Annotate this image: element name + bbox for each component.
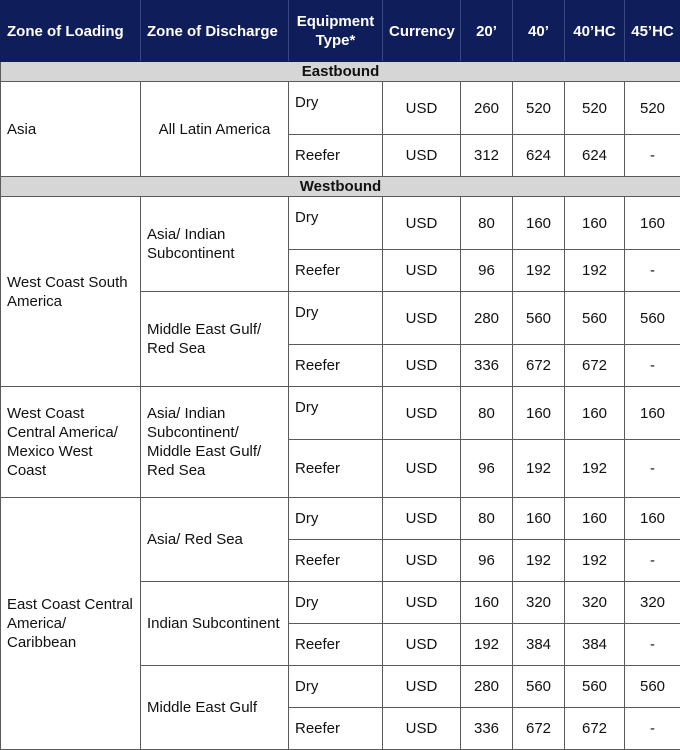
header-zone-of-loading: Zone of Loading: [1, 1, 141, 62]
rate-20-cell: 80: [461, 387, 513, 440]
rate-20-cell: 192: [461, 624, 513, 666]
rate-45hc-cell: -: [625, 708, 680, 750]
currency-cell: USD: [383, 197, 461, 250]
currency-cell: USD: [383, 387, 461, 440]
rate-45hc-cell: -: [625, 540, 680, 582]
header-zone-of-discharge: Zone of Discharge: [141, 1, 289, 62]
equipment-type-cell: Reefer: [289, 708, 383, 750]
rate-45hc-cell: -: [625, 250, 680, 292]
equipment-type-cell: Reefer: [289, 440, 383, 498]
currency-cell: USD: [383, 135, 461, 177]
section-row-eastbound: [1, 62, 680, 82]
rate-40hc-cell: 624: [565, 135, 625, 177]
equipment-type-cell: Reefer: [289, 135, 383, 177]
currency-cell: USD: [383, 250, 461, 292]
zone-of-discharge-cell: All Latin America: [141, 82, 289, 177]
header-20ft: 20’: [461, 1, 513, 62]
rate-40hc-cell: 384: [565, 624, 625, 666]
currency-cell: USD: [383, 498, 461, 540]
currency-cell: USD: [383, 440, 461, 498]
equipment-type-cell: Dry: [289, 197, 383, 250]
rate-20-cell: 280: [461, 292, 513, 345]
equipment-type-cell: Dry: [289, 292, 383, 345]
rate-45hc-cell: -: [625, 440, 680, 498]
currency-cell: USD: [383, 582, 461, 624]
rate-20-cell: 260: [461, 82, 513, 135]
header-45hc: 45’HC: [625, 1, 680, 62]
rate-40hc-cell: 520: [565, 82, 625, 135]
rate-40hc-cell: 560: [565, 666, 625, 708]
rate-45hc-cell: -: [625, 345, 680, 387]
rate-40-cell: 672: [513, 708, 565, 750]
rate-20-cell: 80: [461, 498, 513, 540]
rate-40hc-cell: 560: [565, 292, 625, 345]
rate-45hc-cell: 160: [625, 387, 680, 440]
table-row: [1, 498, 680, 540]
rate-40-cell: 192: [513, 440, 565, 498]
zone-of-discharge-cell: Middle East Gulf: [141, 666, 289, 750]
currency-cell: USD: [383, 82, 461, 135]
rate-45hc-cell: 160: [625, 197, 680, 250]
rate-40hc-cell: 160: [565, 197, 625, 250]
table-row: [1, 82, 680, 135]
equipment-type-cell: Reefer: [289, 540, 383, 582]
rate-20-cell: 336: [461, 708, 513, 750]
currency-cell: USD: [383, 708, 461, 750]
rate-40-cell: 192: [513, 540, 565, 582]
section-westbound: Westbound: [1, 177, 680, 197]
currency-cell: USD: [383, 624, 461, 666]
header-equipment-type: Equipment Type*: [289, 1, 383, 62]
zone-of-loading-cell: West Coast Central America/ Mexico West Coast: [1, 387, 141, 498]
rate-45hc-cell: 320: [625, 582, 680, 624]
rate-40hc-cell: 192: [565, 440, 625, 498]
zone-of-discharge-cell: Asia/ Red Sea: [141, 498, 289, 582]
rate-40hc-cell: 160: [565, 498, 625, 540]
rate-20-cell: 280: [461, 666, 513, 708]
rate-20-cell: 160: [461, 582, 513, 624]
zone-of-discharge-cell: Middle East Gulf/ Red Sea: [141, 292, 289, 387]
rate-20-cell: 80: [461, 197, 513, 250]
header-40hc: 40’HC: [565, 1, 625, 62]
rate-40-cell: 192: [513, 250, 565, 292]
equipment-type-cell: Dry: [289, 498, 383, 540]
rate-40hc-cell: 192: [565, 540, 625, 582]
zone-of-loading-cell: Asia: [1, 82, 141, 177]
zone-of-discharge-cell: Asia/ Indian Subcontinent/ Middle East Gulf/ Red Sea: [141, 387, 289, 498]
section-eastbound: Eastbound: [1, 62, 680, 82]
table-row: [1, 387, 680, 440]
rate-40-cell: 160: [513, 197, 565, 250]
rate-20-cell: 336: [461, 345, 513, 387]
currency-cell: USD: [383, 666, 461, 708]
zone-of-discharge-cell: Asia/ Indian Subcontinent: [141, 197, 289, 292]
rate-20-cell: 312: [461, 135, 513, 177]
rate-20-cell: 96: [461, 540, 513, 582]
rate-40hc-cell: 320: [565, 582, 625, 624]
rate-40-cell: 560: [513, 666, 565, 708]
header-row: [1, 1, 680, 62]
rate-45hc-cell: 160: [625, 498, 680, 540]
equipment-type-cell: Dry: [289, 387, 383, 440]
zone-of-loading-cell: East Coast Central America/ Caribbean: [1, 498, 141, 750]
zone-of-discharge-cell: Indian Subcontinent: [141, 582, 289, 666]
currency-cell: USD: [383, 345, 461, 387]
rate-20-cell: 96: [461, 440, 513, 498]
rate-40-cell: 160: [513, 498, 565, 540]
section-row-westbound: [1, 177, 680, 197]
rate-40-cell: 160: [513, 387, 565, 440]
equipment-type-cell: Reefer: [289, 250, 383, 292]
equipment-type-cell: Dry: [289, 582, 383, 624]
equipment-type-cell: Dry: [289, 666, 383, 708]
currency-cell: USD: [383, 540, 461, 582]
rate-40-cell: 320: [513, 582, 565, 624]
header-currency: Currency: [383, 1, 461, 62]
rate-40hc-cell: 672: [565, 708, 625, 750]
rate-40-cell: 560: [513, 292, 565, 345]
rate-20-cell: 96: [461, 250, 513, 292]
equipment-type-cell: Dry: [289, 82, 383, 135]
equipment-type-cell: Reefer: [289, 345, 383, 387]
rate-45hc-cell: -: [625, 135, 680, 177]
equipment-type-cell: Reefer: [289, 624, 383, 666]
rate-45hc-cell: 560: [625, 292, 680, 345]
currency-cell: USD: [383, 292, 461, 345]
rate-40hc-cell: 160: [565, 387, 625, 440]
rate-40-cell: 384: [513, 624, 565, 666]
header-40ft: 40’: [513, 1, 565, 62]
table-row: [1, 197, 680, 250]
rate-40hc-cell: 672: [565, 345, 625, 387]
rate-40-cell: 520: [513, 82, 565, 135]
rate-40hc-cell: 192: [565, 250, 625, 292]
rate-40-cell: 624: [513, 135, 565, 177]
rate-40-cell: 672: [513, 345, 565, 387]
rate-45hc-cell: 560: [625, 666, 680, 708]
rate-45hc-cell: -: [625, 624, 680, 666]
rate-45hc-cell: 520: [625, 82, 680, 135]
zone-of-loading-cell: West Coast South America: [1, 197, 141, 387]
